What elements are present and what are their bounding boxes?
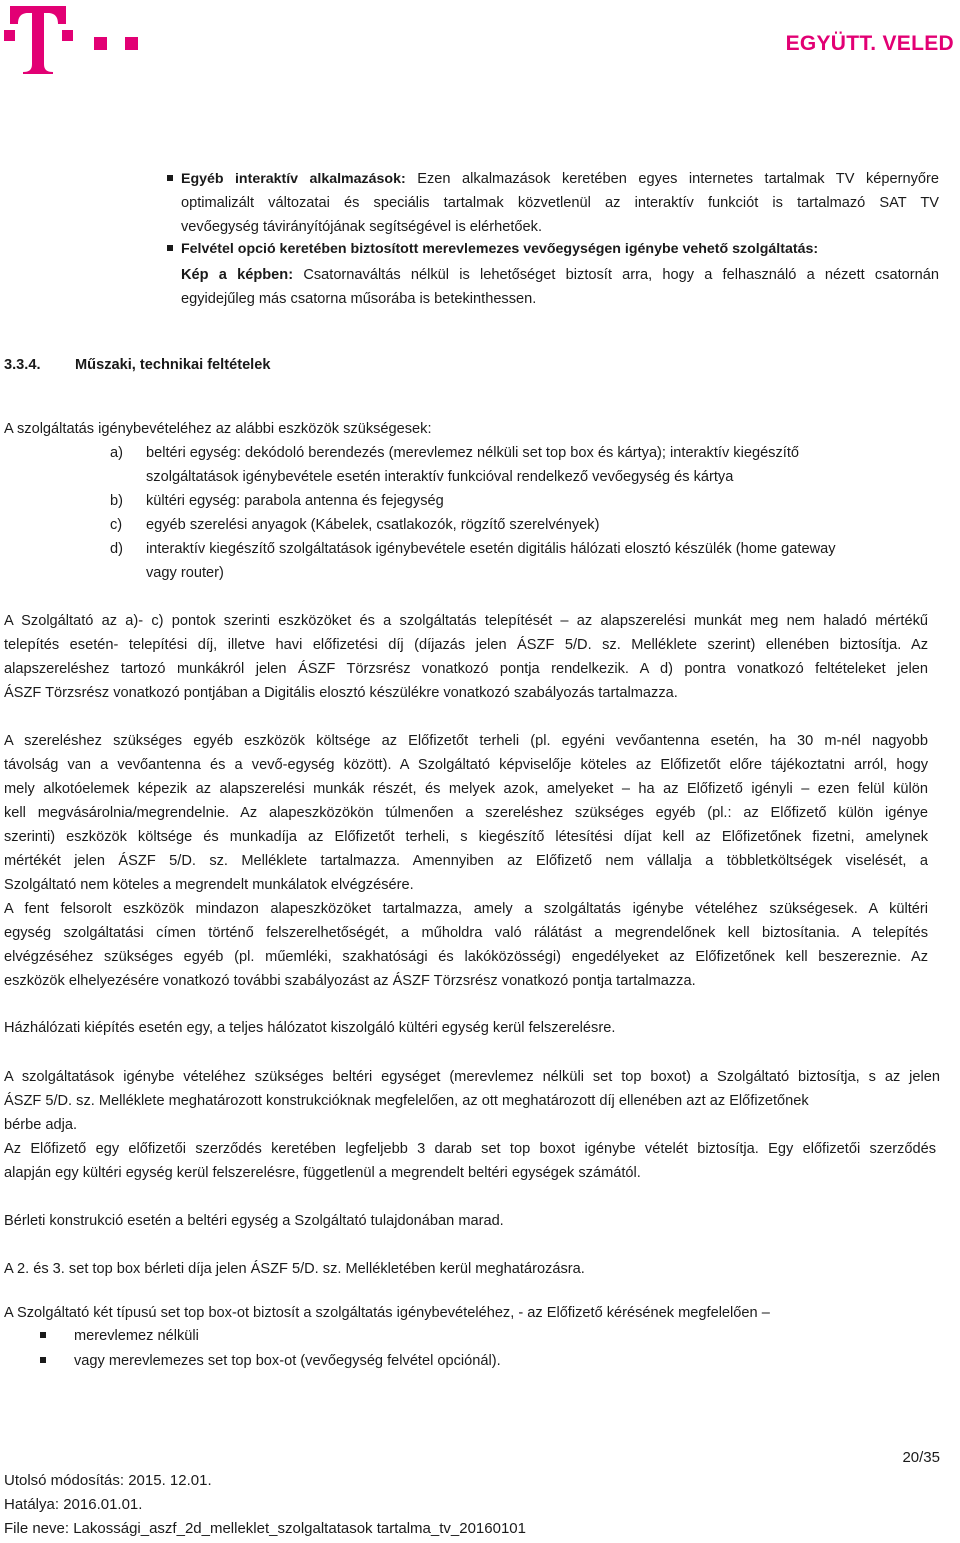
text-line: egyidejűleg más csatorna műsorába is betekinthessen. <box>181 291 537 307</box>
slogan: EGYÜTT. VELED <box>785 32 954 55</box>
text-line: elvégzéséhez szükséges egyéb (pl. műemléki, szakhatósági és lakóközösségi) engedélyeket az Előfizetőnek kell beszereznie. Az <box>4 949 928 965</box>
text-line: eszközök elhelyezésére vonatkozó további szabályozást az ÁSZF Törzsrész vonatkozó pontja tartalmazza. <box>4 973 696 989</box>
effective-date: Hatálya: 2016.01.01. <box>4 1496 143 1513</box>
list-marker: a) <box>110 445 123 461</box>
term-text: Felvétel opció keretében biztosított merevlemezes vevőegységen igénybe vehető szolgáltatás: <box>181 241 819 257</box>
list-item: kültéri egység: parabola antenna és fejegység <box>146 493 444 509</box>
text-line: kell megvásárolnia/megrendelnie. Az alapeszközökön túlmenően a szereléshez szükséges egyéb (pl.: az Előfizető külön igénye <box>4 805 928 821</box>
text-line: telepítés esetén- telepítési díj, illetve havi előfizetési díj (díjazás jelen ÁSZF 5/D. sz. Melléklete szerint) ellenében biztosítja. Az <box>4 637 928 653</box>
list-item: vagy merevlemezes set top box-ot (vevőegység felvétel opciónál). <box>74 1353 501 1369</box>
term <box>181 239 818 259</box>
list-item: merevlemez nélküli <box>74 1328 199 1344</box>
text-line: egység szolgáltatási címen történő felszerelhetőségét, a műholdra való rálátást a megrendelőnek kell biztosítania. A telepítés <box>4 925 928 941</box>
list-item <box>181 265 939 285</box>
list-item <box>181 169 939 189</box>
text-line: szerinti) eszközök költsége és munkadíja az Előfizetőt terheli, s kiegészítő létesítési díjat kell az Előfizetőnek fizetni, amelynek <box>4 829 928 845</box>
text-line: vevőegység távirányítójának segítségével is elérhetőek. <box>181 219 543 235</box>
intro: A szolgáltatás igénybevételéhez az alábbi eszközök szükségesek: <box>4 421 432 437</box>
list-item: interaktív kiegészítő szolgáltatások igénybevétele esetén digitális hálózati elosztó készülék (home gateway <box>146 541 836 557</box>
list-marker: b) <box>110 493 123 509</box>
list-item-cont: vagy router) <box>146 565 224 581</box>
text-line: A Szolgáltató az a)- c) pontok szerinti eszközöket és a szolgáltatás telepítését – az alapszerelési munkát meg nem haladó mértékű <box>4 613 928 629</box>
text-line: A szereléshez szükséges egyéb eszközök költsége az Előfizetőt terheli (pl. egyéni vevőantenna esetén, ha 30 m-nél nagyobb <box>4 733 928 749</box>
text: Csatornaváltás nélkül is lehetőséget biztosít arra, hogy a felhasználó a nézett csatornán <box>303 267 939 283</box>
telekom-logo <box>4 4 144 74</box>
section-title: Műszaki, technikai feltételek <box>75 357 271 373</box>
list-marker: c) <box>110 517 123 533</box>
text: Ezen alkalmazások keretében egyes internetes tartalmak TV képernyőre <box>417 171 939 187</box>
text-line: mértékét jelen ÁSZF 5/D. sz. Melléklete tartalmazza. Amennyiben az Előfizető nem vállalja a többletköltségek viselését, a <box>4 853 928 869</box>
subterm: Kép a képben: <box>181 267 294 283</box>
bullet-icon <box>40 1357 46 1363</box>
section-number: 3.3.4. <box>4 357 41 373</box>
text-line: A szolgáltatások igénybe vételéhez szükséges beltéri egységet (merevlemez nélküli set top boxot) a Szolgáltató biztosítja, s az jelen <box>4 1069 940 1085</box>
text-line: optimalizált változatai és speciális tartalmak közvetlenül az interaktív funkciót is tartalmazó SAT TV <box>181 195 939 211</box>
last-modified: Utolsó módosítás: 2015. 12.01. <box>4 1472 212 1489</box>
text-line: Házhálózati kiépítés esetén egy, a teljes hálózatot kiszolgáló kültéri egység kerül felszerelésre. <box>4 1020 616 1036</box>
text-line: Szolgáltató nem köteles a megrendelt munkálatok elvégzésére. <box>4 877 414 893</box>
text-line: A Szolgáltató két típusú set top box-ot biztosít a szolgáltatás igénybevételéhez, - az Előfizető kérésének megfelelően – <box>4 1305 770 1321</box>
page-number: 20/35 <box>902 1449 940 1466</box>
list-item: beltéri egység: dekódoló berendezés (merevlemez nélküli set top box és kártya); interaktív kiegészítő <box>146 445 799 461</box>
list-item-cont: szolgáltatások igénybevétele esetén interaktív funkcióval rendelkező vevőegység és kártya <box>146 469 734 485</box>
text-line: távolság van a vevőantenna és a vevő-egység között). A Szolgáltató képviselője köteles az Előfizetőt előre tájékoztatni arról, hogy <box>4 757 928 773</box>
text-line: mely alkotóelemek képezik az alapszerelési munkák részét, és melyek azok, amelyeket – ha az Előfizető igényli – ezen felül külön <box>4 781 928 797</box>
text-line: ÁSZF 5/D. sz. Melléklete meghatározott konstrukcióknak megfelelően, az ott meghatározott díj ellenében azt az Előfizetőnek <box>4 1093 809 1109</box>
list-marker: d) <box>110 541 123 557</box>
text-line: ÁSZF Törzsrész vonatkozó pontjában a Digitális elosztó készülékre vonatkozó szabályozás tartalmazza. <box>4 685 678 701</box>
text-line: bérbe adja. <box>4 1117 78 1133</box>
text-line: alapján egy kültéri egység kerül felszerelésre, függetlenül a megrendelt beltéri egységek számától. <box>4 1165 641 1181</box>
bullet-icon <box>40 1332 46 1338</box>
text-line: alapszereléshez tartozó munkákról jelen ÁSZF Törzsrész vonatkozó pontja rendelkezik. A d) pontra vonatkozó feltételeket jelen <box>4 661 928 677</box>
bullet-icon <box>167 245 173 251</box>
bullet-icon <box>167 175 173 181</box>
text-line: A 2. és 3. set top box bérleti díja jelen ÁSZF 5/D. sz. Mellékletében kerül meghatározásra. <box>4 1261 585 1277</box>
term: Egyéb interaktív alkalmazások: <box>181 171 406 187</box>
text-line: Az Előfizető egy előfizetői szerződés keretében legfeljebb 3 darab set top boxot igénybe vételét biztosítja. Egy előfizetői szerződés <box>4 1141 936 1157</box>
file-name: File neve: Lakossági_aszf_2d_melleklet_szolgaltatasok tartalma_tv_20160101 <box>4 1520 526 1537</box>
text-line: Bérleti konstrukció esetén a beltéri egység a Szolgáltató tulajdonában marad. <box>4 1213 504 1229</box>
text-line: A fent felsorolt eszközök mindazon alapeszközöket tartalmazza, amely a szolgáltatás igénybe vételéhez szükségesek. A kültéri <box>4 901 928 917</box>
list-item: egyéb szerelési anyagok (Kábelek, csatlakozók, rögzítő szerelvények) <box>146 517 600 533</box>
